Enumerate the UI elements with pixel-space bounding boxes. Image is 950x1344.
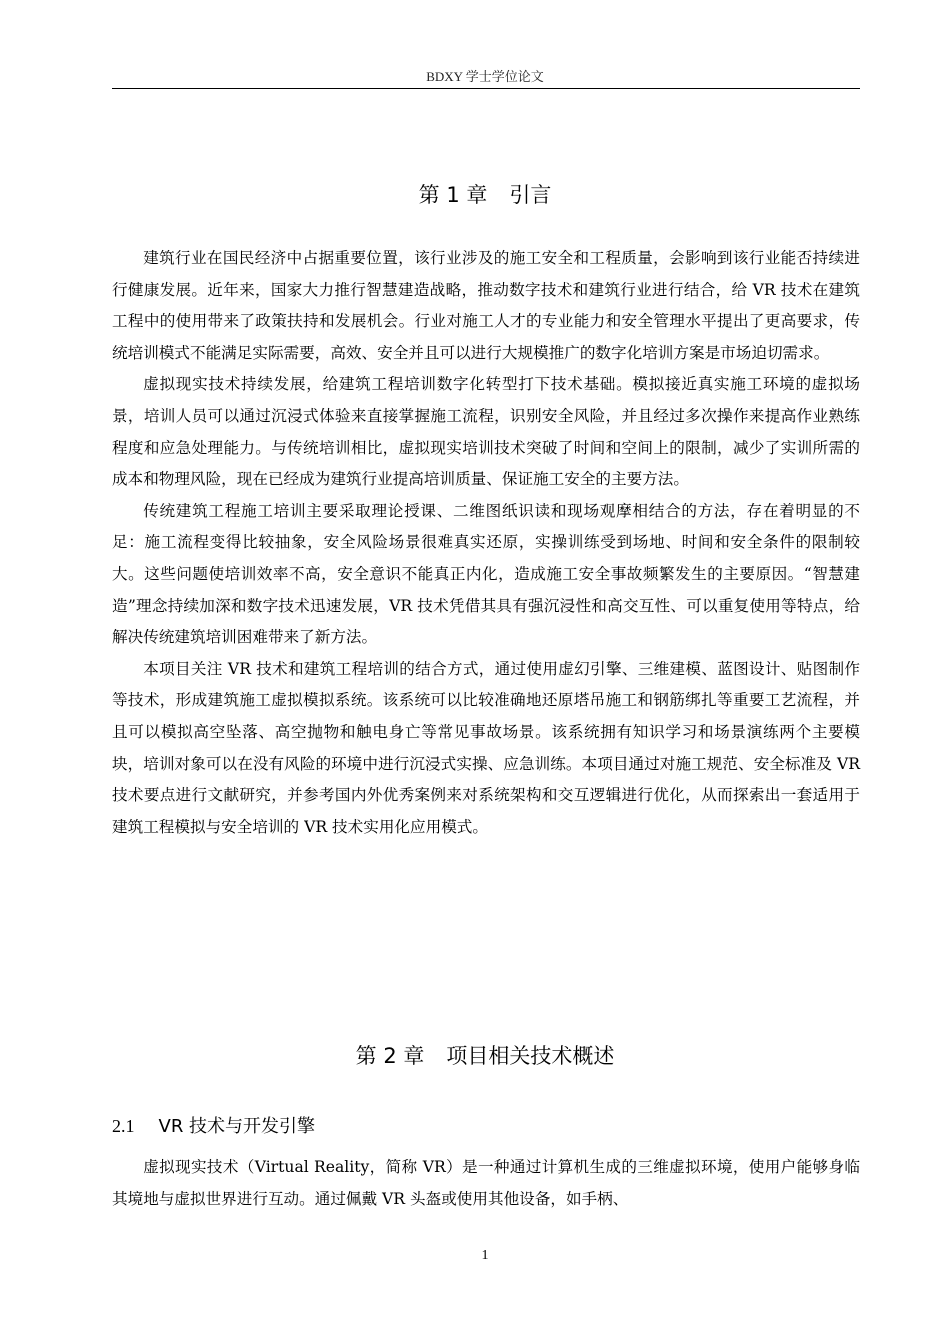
- paragraph: 本项目关注 VR 技术和建筑工程培训的结合方式，通过使用虚幻引擎、三维建模、蓝图设计、贴图制作等技术，形成建筑施工虚拟模拟系统。该系统可以比较准确地还原塔吊施工和钢筋绑扎等重要工艺流程，并且可以模拟高空坠落、高空抛物和触电身亡等常见事故场景。该系统拥有知识学习和场景演练两个主要模块，培训对象可以在没有风险的环境中进行沉浸式实操、应急训练。本项目通过对施工规范、安全标准及 VR 技术要点进行文献研究，并参考国内外优秀案例来对系统架构和交互逻辑进行优化，从而探索出一套适用于建筑工程模拟与安全培训的 VR 技术实用化应用模式。: [112, 659, 860, 836]
- paragraph: 传统建筑工程施工培训主要采取理论授课、二维图纸识读和现场观摩相结合的方法，存在着明显的不足：施工流程变得比较抽象，安全风险场景很难真实还原，实操训练受到场地、时间和安全条件的限制较大。这些问题使培训效率不高，安全意识不能真正内化，造成施工安全事故频繁发生的主要原因。“智慧建造”理念持续加深和数字技术迅速发展，VR 技术凭借其具有强沉浸性和高交互性、可以重复使用等特点，给解决传统建筑培训困难带来了新方法。: [112, 501, 860, 647]
- running-header: BDXY 学士学位论文: [426, 69, 544, 84]
- chapter-1-body: [112, 243, 860, 843]
- section-2-1-heading: [112, 1113, 315, 1140]
- paragraph: 虚拟现实技术持续发展，给建筑工程培训数字化转型打下技术基础。模拟接近真实施工环境的虚拟场景，培训人员可以通过沉浸式体验来直接掌握施工流程，识别安全风险，并且经过多次操作来提高作业熟练程度和应急处理能力。与传统培训相比，虚拟现实培训技术突破了时间和空间上的限制，减少了实训所需的成本和物理风险，现在已经成为建筑行业提高培训质量、保证施工安全的主要方法。: [112, 375, 860, 489]
- section-title: VR 技术与开发引擎: [158, 1116, 316, 1137]
- paragraph: 建筑行业在国民经济中占据重要位置，该行业涉及的施工安全和工程质量，会影响到该行业能否持续进行健康发展。近年来，国家大力推行智慧建造战略，推动数字技术和建筑行业进行结合，给 VR 技术在建筑工程中的使用带来了政策扶持和发展机会。行业对施工人才的专业能力和安全管理水平提出了更高要求，传统培训模式不能满足实际需要，高效、安全并且可以进行大规模推广的数字化培训方案是市场迫切需求。: [112, 249, 860, 362]
- chapter-1-title: 引言: [509, 183, 552, 207]
- chapter-1-heading: [112, 181, 858, 209]
- chapter-2-heading: [112, 1042, 858, 1070]
- section-2-1-body: [112, 1152, 860, 1215]
- page-number: 1: [481, 1248, 489, 1263]
- header-rule: [112, 88, 860, 89]
- section-number: 2.1: [112, 1116, 135, 1136]
- chapter-2-title: 项目相关技术概述: [446, 1044, 615, 1068]
- chapter-1-number: 第 1 章: [418, 183, 488, 207]
- paragraph: 虚拟现实技术（Virtual Reality，简称 VR）是一种通过计算机生成的三维虚拟环境，使用户能够身临其境地与虚拟世界进行互动。通过佩戴 VR 头盔或使用其他设备，如手柄、: [112, 1158, 860, 1208]
- chapter-2-number: 第 2 章: [355, 1044, 425, 1068]
